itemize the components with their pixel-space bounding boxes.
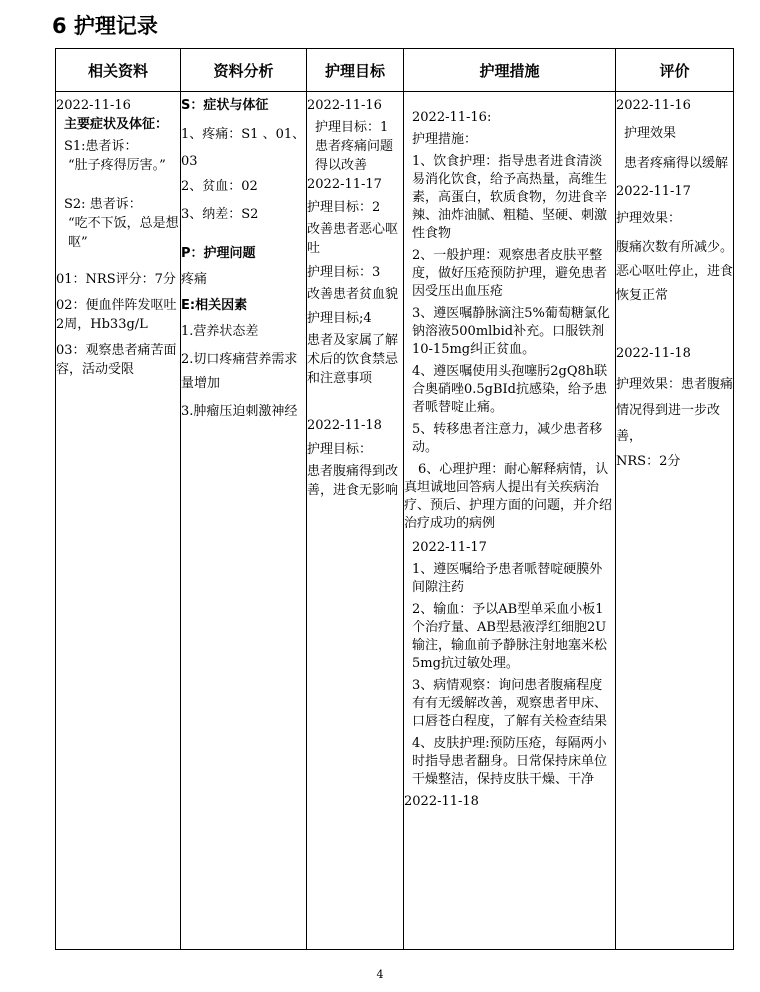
col1-date: 2022-11-16 (56, 98, 131, 113)
col2-e3: 3.肿瘤压迫刺激神经 (181, 404, 298, 419)
col4-n3: 3、病情观察：询问患者腹痛程度有有无缓解改善，观察患者甲床、口唇苍白程度，了解有关检查结果 (412, 678, 608, 729)
nursing-record-table (55, 48, 734, 950)
col4-m6: 6、心理护理：耐心解释病情，认真坦诚地回答病人提出有关疾病治疗、预后、护理方面的问题，并介绍治疗成功的病例 (404, 462, 613, 531)
col2-p-heading: P：护理问题 (181, 246, 256, 261)
col4-d2: 2022-11-17 (412, 540, 487, 555)
col5-d1: 2022-11-16 (616, 98, 691, 113)
col2-s-heading: S：症状与体征 (181, 98, 269, 113)
header-related-data: 相关资料 (56, 49, 181, 92)
col3-g2t: 改善患者恶心呕吐 (307, 222, 399, 256)
col1-heading: 主要症状及体征： (64, 117, 169, 132)
col5-r1t: 患者疼痛得以缓解 (624, 156, 729, 171)
col3-g3t: 改善患者贫血貌 (307, 287, 399, 302)
header-nursing-measures: 护理措施 (404, 49, 616, 92)
col3-g1: 护理目标：1 (315, 120, 389, 135)
col1-s1-quote: “肚子疼得厉害。” (68, 158, 166, 173)
col3-g2: 护理目标：2 (307, 200, 381, 215)
cell-data-analysis (181, 92, 307, 950)
col4-m5: 5、转移患者注意力，减少患者移动。 (412, 422, 603, 455)
col4-d3: 2022-11-18 (404, 794, 479, 809)
col4-n4: 4、皮肤护理:预防压疮，每隔两小时指导患者翻身。日常保持床单位干燥整洁，保持皮肤干燥、干净 (412, 736, 608, 787)
col3-d2: 2022-11-17 (307, 177, 382, 192)
col3-d3: 2022-11-18 (307, 418, 382, 433)
cell-related-data (56, 92, 181, 950)
cell-evaluation (616, 92, 734, 950)
col2-s1: 1、疼痛：S1 、01、03 (181, 127, 306, 169)
header-data-analysis: 资料分析 (181, 49, 307, 92)
header-evaluation: 评价 (616, 49, 734, 92)
col2-e1: 1.营养状态差 (181, 324, 259, 339)
col3-g3: 护理目标：3 (307, 265, 381, 280)
col3-g4t: 患者及家属了解术后的饮食禁忌和注意事项 (307, 333, 399, 386)
col1-s1-label: S1:患者诉： (64, 139, 138, 154)
col1-s2-quote: “吃不下饭，总是想呕” (68, 216, 179, 250)
col4-n1: 1、遵医嘱给予患者哌替啶硬膜外间隙注药 (412, 562, 603, 595)
cell-nursing-goal (307, 92, 404, 950)
col4-m2: 2、一般护理：观察患者皮肤平整度，做好压疮预防护理，避免患者因受压出血压疮 (412, 248, 608, 299)
col1-o1: 01：NRS评分：7分 (56, 272, 176, 287)
section-title: 6 护理记录 (52, 14, 158, 38)
cell-nursing-measures (404, 92, 616, 950)
col3-g5t: 患者腹痛得到改善，进食无影响 (307, 464, 399, 498)
col5-d2: 2022-11-17 (616, 184, 691, 199)
col3-g4: 护理目标;4 (307, 311, 372, 326)
col4-m3: 3、遵医嘱静脉滴注5%葡萄糖氯化钠溶液500mlbid补充。口服铁剂10-15mg纠正贫血。 (412, 306, 610, 357)
col4-m4: 4、遵医嘱使用头孢噻肟2gQ8h联合奥硝唑0.5gBId抗感染，给予患者哌替啶止痛。 (412, 364, 608, 415)
header-nursing-goal: 护理目标 (307, 49, 404, 92)
col2-p1: 疼痛 (181, 272, 208, 287)
col5-r2: 护理效果： (616, 211, 682, 226)
col1-o3: 03：观察患者痛苦面容，活动受限 (56, 343, 177, 377)
col5-r1: 护理效果 (624, 126, 677, 141)
col4-label: 护理措施： (412, 132, 478, 147)
col5-r3: 护理效果：患者腹痛情况得到进一步改善， (616, 377, 734, 444)
col1-o2: 02：便血伴阵发呕吐2周，Hb33g/L (56, 298, 177, 332)
col4-n2: 2、输血：予以AB型单采血小板1个治疗量、AB型悬液浮红细胞2U输注，输血前予静脉注射地塞米松5mg抗过敏处理。 (412, 602, 608, 671)
col5-r2t: 腹痛次数有所减少。恶心呕吐停止，进食恢复正常 (616, 240, 734, 303)
col1-s2-label: S2: 患者诉： (64, 197, 142, 212)
col4-m1: 1、饮食护理：指导患者进食清淡易消化饮食，给予高热量，高维生素，高蛋白，软质食物，勿进食辛辣、油炸油腻、粗糙、坚硬、刺激性食物 (412, 154, 608, 241)
col5-r3n: NRS：2分 (616, 454, 681, 469)
col2-s2: 2、贫血：02 (181, 179, 258, 194)
col5-d3: 2022-11-18 (616, 346, 691, 361)
col3-g1t: 患者疼痛问题得以改善 (315, 139, 394, 173)
page-number: 4 (376, 968, 384, 981)
col3-d1: 2022-11-16 (307, 98, 382, 113)
col2-s3: 3、纳差：S2 (181, 207, 259, 222)
col4-d1: 2022-11-16: (412, 110, 492, 125)
col2-e-heading: E:相关因素 (181, 298, 248, 313)
col2-e2: 2.切口疼痛营养需求量增加 (181, 352, 298, 391)
col3-g5: 护理目标： (307, 442, 373, 457)
